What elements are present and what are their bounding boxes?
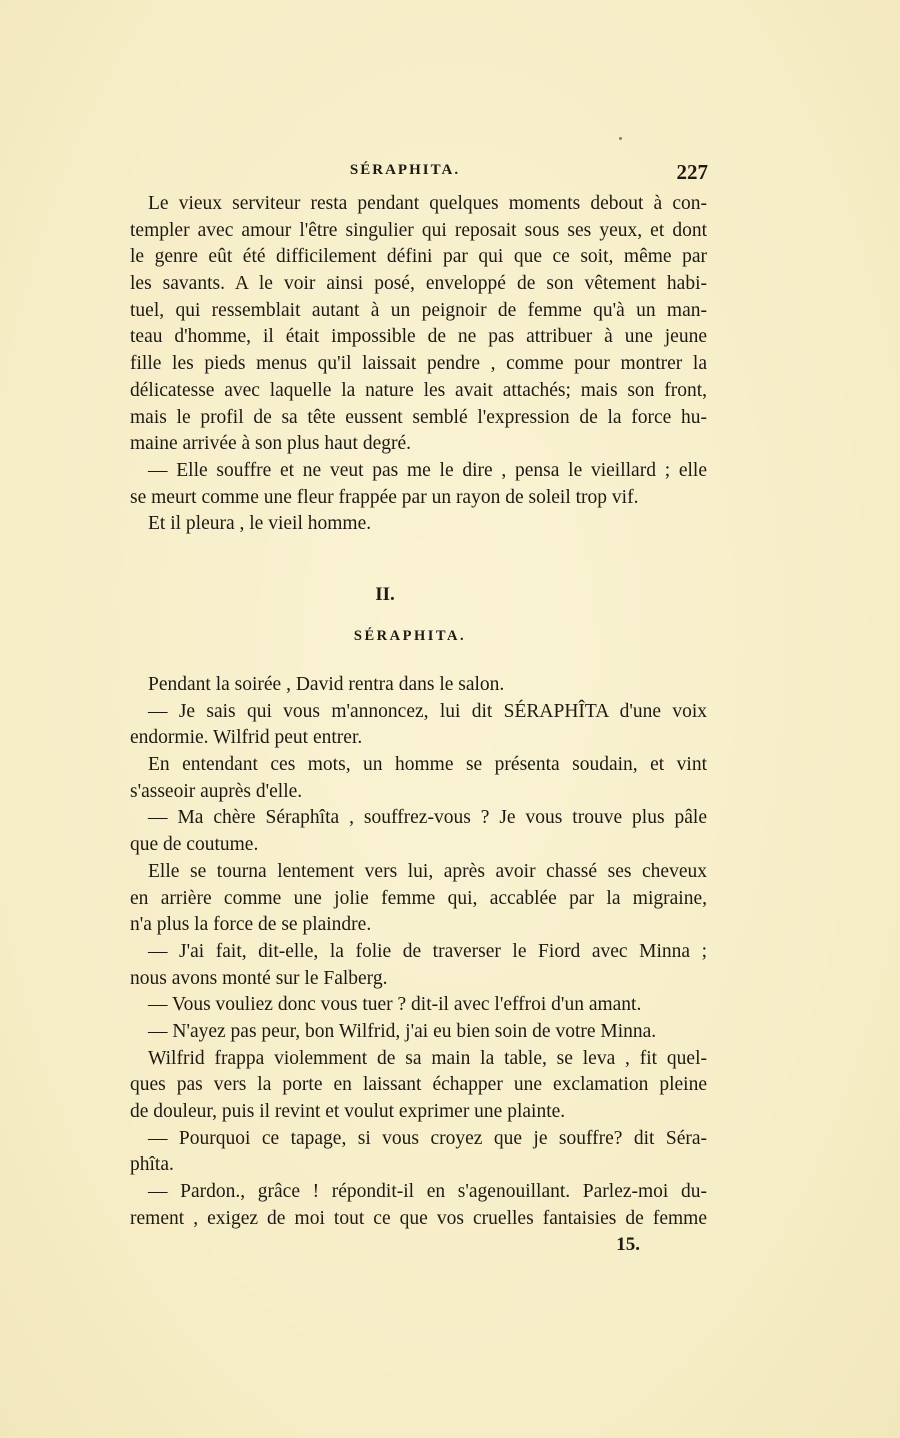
text-block-section-2 (130, 672, 707, 1232)
text-line: délicatesse avec laquelle la nature les avait attachés; mais son front, (130, 379, 707, 401)
text-line: En entendant ces mots, un homme se présenta soudain, et vint (148, 754, 707, 776)
text-line: — N'ayez pas peur, bon Wilfrid, j'ai eu bien soin de votre Minna. (148, 1020, 657, 1042)
section-title: SÉRAPHITA. (353, 628, 467, 644)
text-line: fille les pieds menus qu'il laissait pendre , comme pour montrer la (130, 353, 707, 375)
text-line: le genre eût été difficilement défini par qui que ce soit, même par (130, 246, 707, 268)
text-line: Le vieux serviteur resta pendant quelques moments debout à con- (148, 193, 707, 214)
text-line: Elle se tourna lentement vers lui, après avoir chassé ses cheveux (148, 860, 707, 882)
section-numeral: II. (375, 584, 395, 605)
text-line: teau d'homme, il était impossible de ne pas attribuer à une jeune (130, 326, 707, 348)
text-line: — Elle souffre et ne veut pas me le dire , pensa le vieillard ; elle (148, 459, 707, 481)
text-line: tuel, qui ressemblait autant à un peignoir de femme qu'à un man- (130, 299, 707, 321)
text-line: s'asseoir auprès d'elle. (130, 780, 303, 802)
text-line: templer avec amour l'être singulier qui reposait sous ses yeux, et dont (130, 219, 707, 241)
text-line: — Ma chère Séraphîta , souffrez-vous ? Je vous trouve plus pâle (148, 807, 707, 829)
text-line: Pendant la soirée , David rentra dans le salon. (148, 674, 505, 695)
text-line: mais le profil de sa tête eussent semblé l'expression de la force hu- (130, 406, 707, 428)
running-title: SÉRAPHITA. (349, 162, 461, 178)
text-line: — Je sais qui vous m'annoncez, lui dit SÉRAPHÎTA d'une voix (148, 700, 707, 722)
ink-speck (619, 137, 622, 140)
text-line: les savants. A le voir ainsi posé, enveloppé de son vêtement habi- (130, 273, 707, 295)
signature-mark: 15. (616, 1234, 640, 1255)
text-line: — Pardon., grâce ! répondit-il en s'agenouillant. Parlez-moi du- (148, 1181, 707, 1203)
text-line: Et il pleura , le vieil homme. (148, 513, 372, 535)
text-line: nous avons monté sur le Falberg. (130, 967, 388, 989)
page-number: 227 (676, 160, 708, 184)
text-line: Wilfrid frappa violemment de sa main la table, se leva , fit quel- (148, 1047, 707, 1069)
text-line: rement , exigez de moi tout ce que vos cruelles fantaisies de femme (130, 1207, 707, 1229)
text-line: en arrière comme une jolie femme qui, accablée par la migraine, (130, 887, 707, 909)
text-line: n'a plus la force de se plaindre. (130, 914, 372, 936)
text-line: phîta. (130, 1154, 174, 1176)
text-line: — J'ai fait, dit-elle, la folie de traverser le Fiord avec Minna ; (148, 940, 707, 962)
text-line: que de coutume. (130, 834, 259, 856)
text-line: se meurt comme une fleur frappée par un rayon de soleil trop vif. (130, 486, 639, 508)
text-line: maine arrivée à son plus haut degré. (130, 433, 412, 455)
text-line: — Pourquoi ce tapage, si vous croyez que je souffre? dit Séra- (148, 1127, 707, 1149)
text-block-section-1 (130, 191, 707, 538)
text-line: — Vous vouliez donc vous tuer ? dit-il avec l'effroi d'un amant. (148, 994, 642, 1016)
text-line: endormie. Wilfrid peut entrer. (130, 727, 363, 749)
text-line: ques pas vers la porte en laissant échapper une exclamation pleine (130, 1074, 707, 1096)
text-line: de douleur, puis il revint et voulut exprimer une plainte. (130, 1101, 566, 1122)
